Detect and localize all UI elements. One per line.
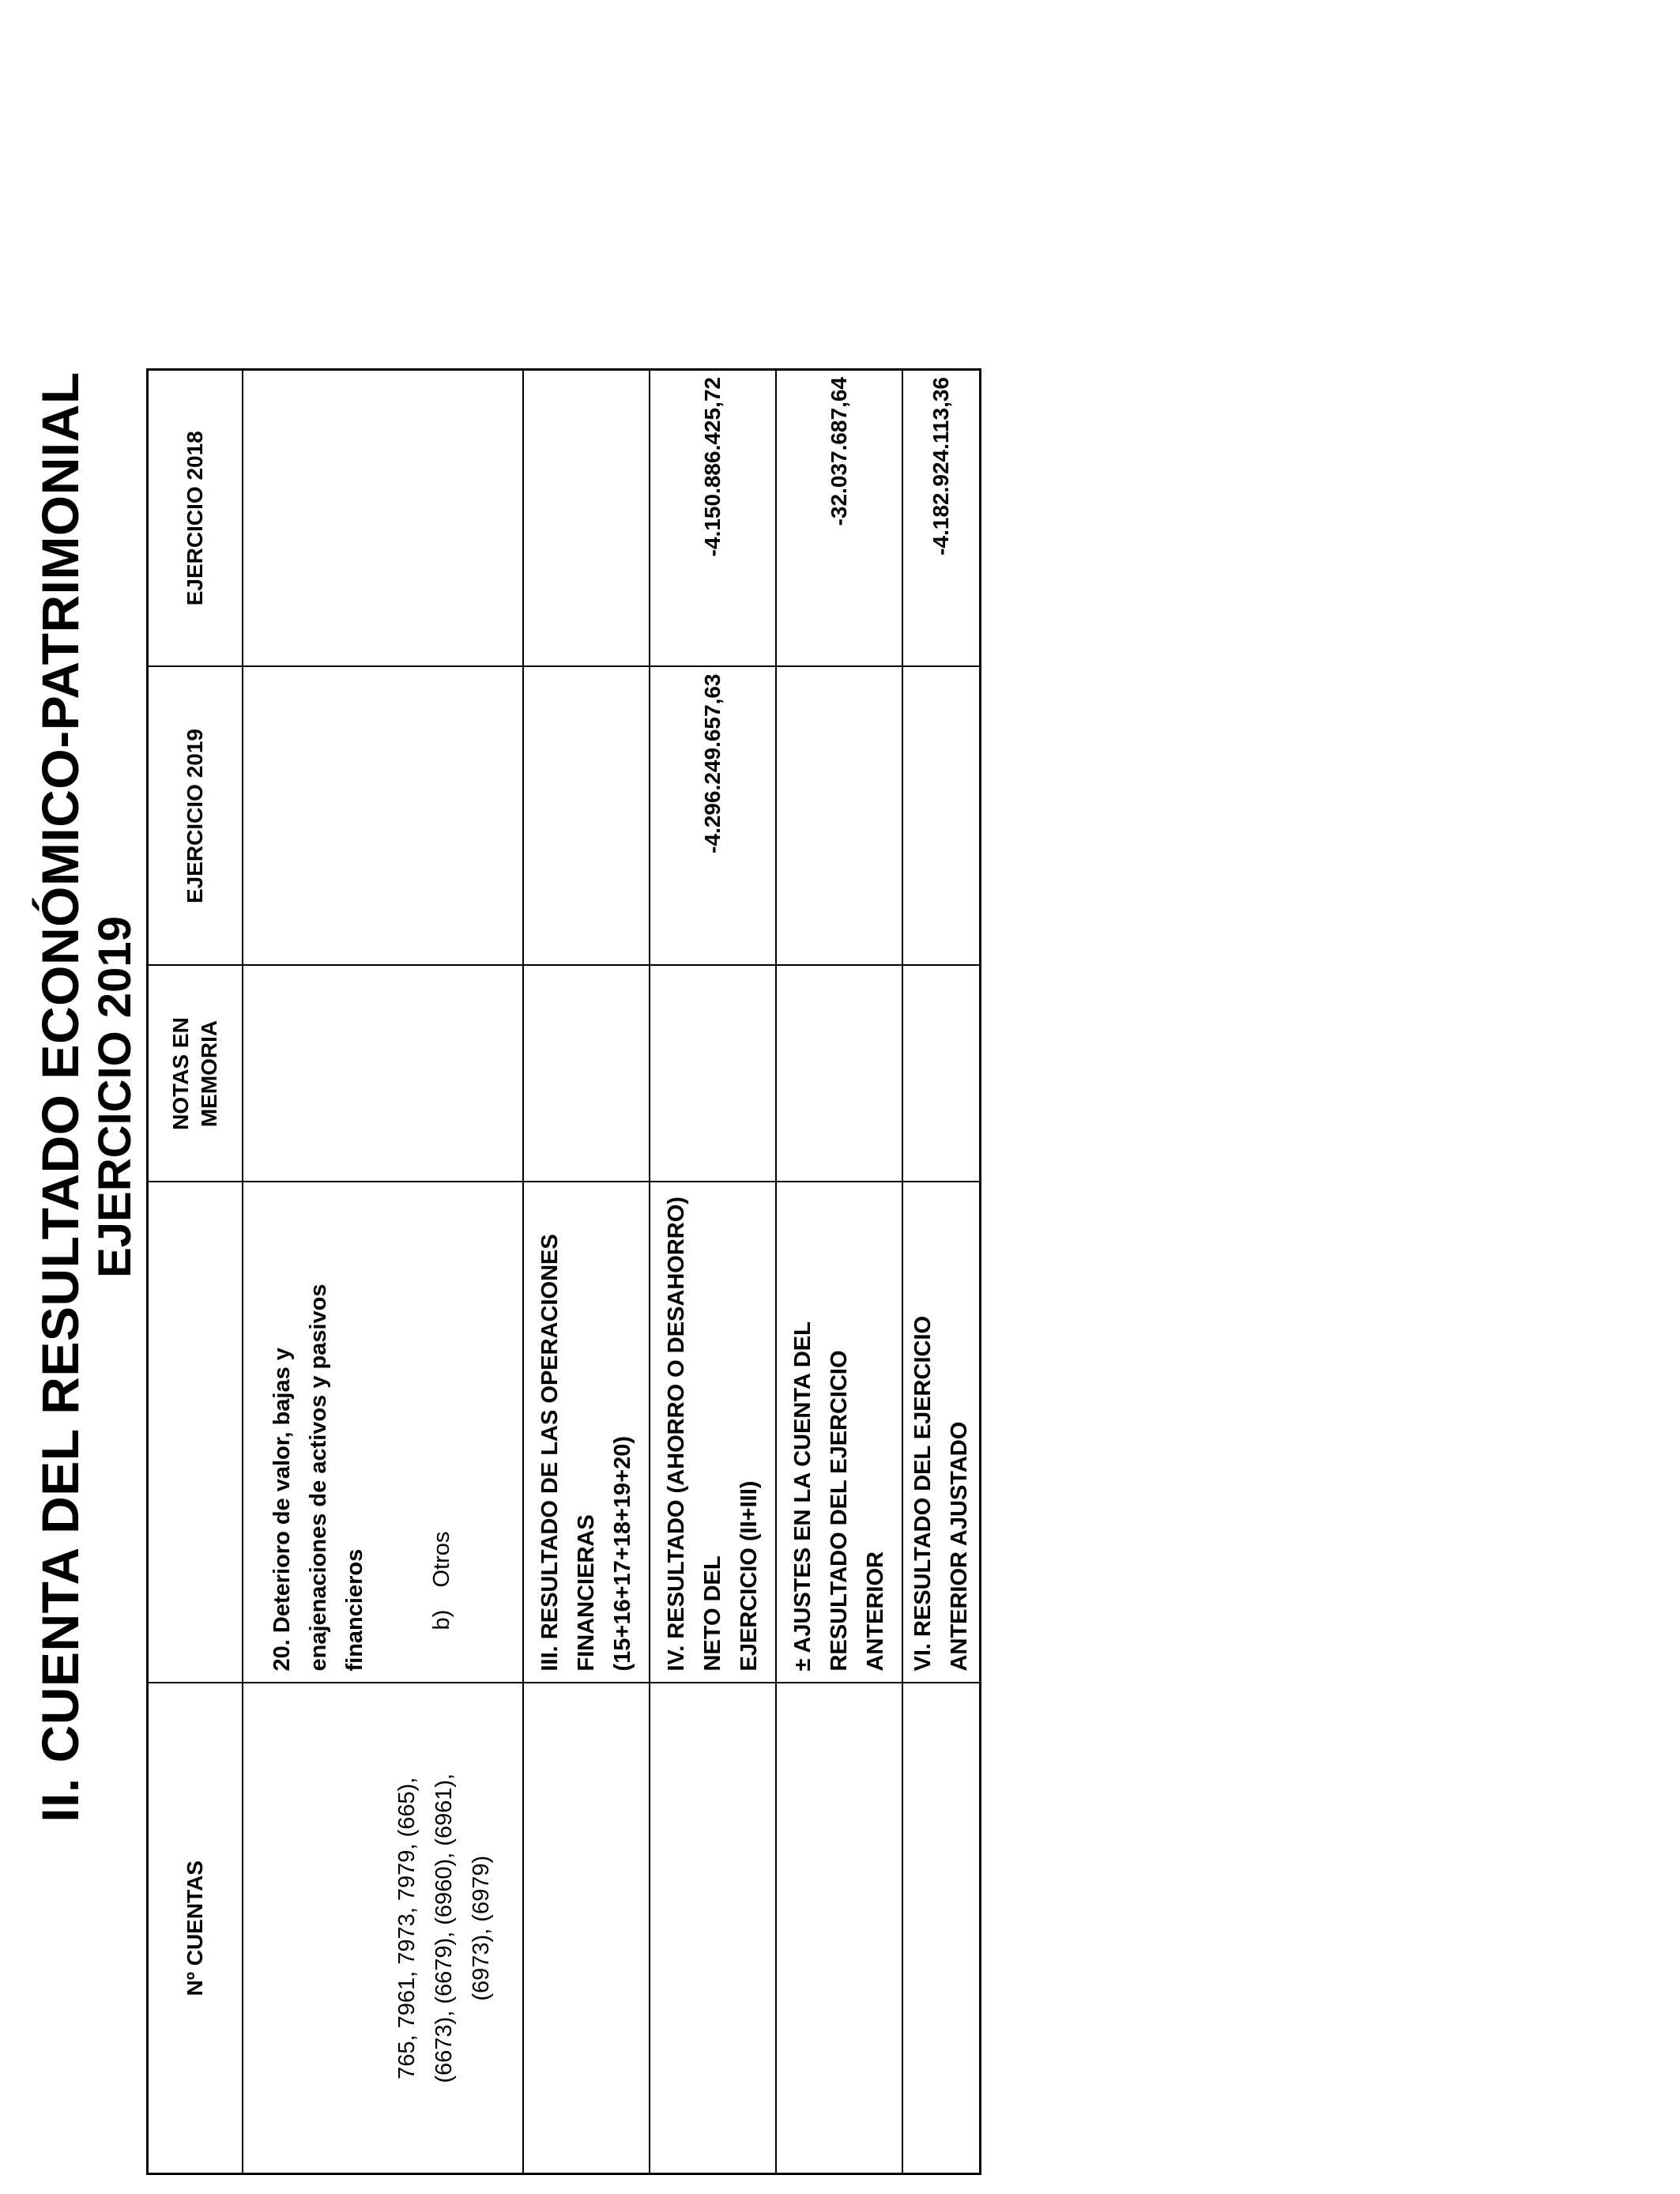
row-description [776,1182,902,1683]
row-description [243,1182,523,1683]
row-ejercicio-2018 [243,370,523,667]
row-notas [243,966,523,1182]
sub-item-text: Otros [429,1531,454,1588]
row-cuentas [902,1683,981,2174]
col-header-notas-line2: MEMORIA [197,1020,221,1128]
row-notas [776,966,902,1182]
cuentas-line: (6973), (6979) [469,1855,494,2001]
row-cuentas [523,1683,650,2174]
row-ejercicio-2019: -4.296.249.657,63 [650,667,776,966]
col-header-ejercicio-2019: EJERCICIO 2019 [148,667,243,966]
sub-item-label: b) [429,1609,454,1630]
row-notas [523,966,650,1182]
table-header-row [148,370,243,2174]
col-header-notas [148,966,243,1182]
cuentas-line: (6673), (6679), (6960), (6961), [431,1773,457,2083]
desc-line: ANTERIOR [863,1551,888,1672]
desc-line: III. RESULTADO DE LAS OPERACIONES FINANCIERAS [537,1234,599,1672]
desc-line: (15+16+17+18+19+20) [610,1435,635,1672]
row-notas [902,966,981,1182]
row-ejercicio-2019 [523,667,650,966]
row-description [523,1182,650,1683]
sub-item [424,1194,460,1672]
row-ejercicio-2019 [776,667,902,966]
row-ejercicio-2018: -32.037.687,64 [776,370,902,667]
col-header-cuentas: Nº CUENTAS [148,1683,243,2174]
row-description [902,1182,981,1683]
results-table [146,368,981,2175]
col-header-notas-line1: NOTAS EN [168,1017,193,1130]
desc-line: EJERCICIO (II+III) [736,1480,762,1672]
page-subtitle: EJERCICIO 2019 [89,916,141,1278]
table-row [776,370,902,2174]
row-ejercicio-2019 [243,667,523,966]
col-header-descripcion [148,1182,243,1683]
desc-line: financieros [342,1548,367,1672]
row-cuentas [650,1683,776,2174]
table-row [902,370,981,2174]
row-description [650,1182,776,1683]
row-notas [650,966,776,1182]
row-ejercicio-2018: -4.150.886.425,72 [650,370,776,667]
row-ejercicio-2018 [523,370,650,667]
cuentas-line: 765, 7961, 7973, 7979, (665), [394,1777,420,2079]
desc-line: VI. RESULTADO DEL EJERCICIO ANTERIOR AJUSTADO [910,1315,972,1672]
page-title: II. CUENTA DEL RESULTADO ECONÓMICO-PATRIMONIAL [31,371,89,1823]
desc-line: IV. RESULTADO (AHORRO O DESAHORRO) NETO DEL [664,1197,725,1672]
row-cuentas [776,1683,902,2174]
desc-line: ± AJUSTES EN LA CUENTA DEL RESULTADO DEL EJERCICIO [790,1321,852,1672]
table-row [243,370,523,2174]
table-row [650,370,776,2174]
row-ejercicio-2018: -4.182.924.113,36 [902,370,981,667]
col-header-ejercicio-2018: EJERCICIO 2018 [148,370,243,667]
desc-line: 20. Deterioro de valor, bajas y enajenaciones de activos y pasivos [269,1284,331,1672]
table-row [523,370,650,2174]
row-ejercicio-2019 [902,667,981,966]
row-cuentas [243,1683,523,2174]
